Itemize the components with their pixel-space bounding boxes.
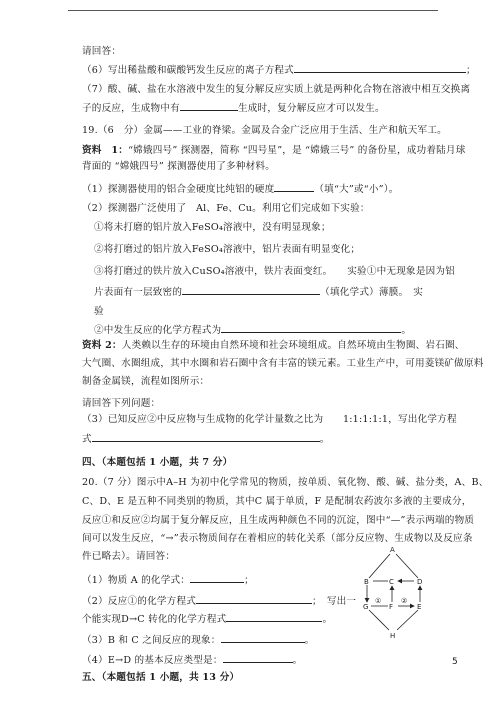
answer-blank[interactable]	[182, 285, 320, 295]
questions-prompt: 请回答下列问题：	[82, 398, 161, 409]
question-7-cont: 子的反应，生成物中有 生成时，复分解反应才可以发生。	[82, 103, 385, 114]
experiment-3-cont: 片表面有一层致密的 （填化学式）薄膜。 实	[94, 287, 424, 298]
node-f: F	[389, 603, 394, 611]
part-3: （3）B 和 C 之间反应的现象： 。	[82, 635, 315, 646]
part-4: （4）E→D 的基本反应类型是： 。	[82, 655, 303, 666]
question-7: （7）酸、碱、盐在水溶液中发生的复分解反应实质上就是两种化合物在溶液中相互交换离	[82, 84, 471, 95]
question-20-line3: 反应①和反应②均属于复分解反应，且生成两种颜色不同的沉淀，图中“—”表示两端的物质	[82, 515, 475, 526]
answer-blank[interactable]	[92, 432, 320, 442]
question-6: （6）写出稀盐酸和碳酸钙发生反应的离子方程式 ；	[82, 65, 476, 76]
reaction-2-label: ②	[401, 597, 408, 605]
question-20-line4: 间可以发生反应，“→”表示物质间存在着相应的转化关系（部分反应物、生成物以及反应条	[82, 533, 473, 544]
material-2-cont2: 制备金属镁，流程如图所示：	[82, 376, 210, 387]
material-1-cont: 背面的 “嫦娥四号” 探测器使用了多种材料。	[82, 161, 275, 172]
page-number: 5	[452, 657, 458, 667]
answer-blank[interactable]	[221, 633, 305, 643]
edge-e-h	[397, 610, 418, 630]
node-e: E	[417, 603, 422, 611]
part-2-cont: 个能实现D→C 转化的化学方程式 。	[82, 614, 333, 625]
node-g: G	[363, 603, 369, 611]
experiment-3-cont2: 验	[94, 306, 104, 317]
part-2: （2）反应①的化学方程式 ； 写出一	[82, 596, 357, 607]
edge-a-b	[369, 554, 390, 578]
experiment-3: ③将打磨过的铁片放入CuSO₄溶液中，铁片表面变红。 实验①中无现象是因为铝	[94, 266, 455, 277]
experiment-equation: ②中发生反应的化学方程式为 。	[94, 325, 412, 336]
answer-blank[interactable]	[180, 101, 238, 111]
relationship-diagram	[356, 544, 430, 640]
material-1: 资料 1：“嫦娥四号” 探测器，简称 “四号星”，是 “嫦娥三号” 的备份星，成功着陆月球	[82, 145, 466, 156]
question-20-line5: 件已略去）。请回答：	[82, 551, 176, 562]
question-20: 20.（7 分）图示中A–H 为初中化学常见的物质，按单质、氧化物、酸、碱、盐分类，A、B、	[82, 477, 489, 488]
node-h: H	[390, 632, 396, 640]
question-20-line2: C、D、E 是五种不同类别的物质，其中C 属于单质，F 是配制农药波尔多液的主要成分，	[82, 496, 472, 507]
subquestion-2: （2）探测器广泛使用了 Al、Fe、Cu。利用它们完成如下实验：	[82, 203, 370, 214]
part-1: （1）物质 A 的化学式： ；	[82, 575, 254, 586]
section-4-heading: 四、（本题包括 1 小题，共 7 分）	[82, 457, 233, 468]
answer-blank[interactable]	[226, 612, 322, 622]
node-c: C	[389, 578, 394, 586]
answer-blank[interactable]	[190, 573, 244, 583]
node-d: D	[417, 578, 423, 586]
subquestion-3: （3）已知反应②中反应物与生成物的化学计量数之比为 1:1:1:1:1，写出化学方程	[82, 414, 457, 425]
node-b: B	[364, 578, 369, 586]
answer-blank[interactable]	[223, 653, 293, 663]
reaction-1-label: ①	[375, 597, 382, 605]
subquestion-3-cont: 式 。	[82, 434, 330, 445]
answer-blank[interactable]	[274, 182, 314, 192]
answer-blank[interactable]	[294, 63, 466, 73]
question-19-heading: 19.（6 分）金属——工业的脊梁。金属及合金广泛应用于生活、生产和航天军工。	[82, 125, 447, 136]
subquestion-1: （1）探测器使用的铝合金硬度比纯铝的硬度 （填“大”或“小”）。	[82, 184, 399, 195]
answer-blank[interactable]	[221, 323, 401, 333]
edge-g-h	[369, 610, 389, 630]
experiment-2: ②将打磨过的铝片放入FeSO₄溶液中，铝片表面有明显变化；	[94, 244, 361, 255]
node-a: A	[390, 546, 395, 554]
experiment-1: ①将未打磨的铝片放入FeSO₄溶液中，没有明显现象；	[94, 222, 331, 233]
material-2: 资料 2：人类赖以生存的环境由自然环境和社会环境组成。自然环境由生物圈、岩石圈、	[82, 340, 465, 351]
material-2-cont: 大气圈、水圈组成，其中水圈和岩石圈中含有丰富的镁元素。工业生产中，可用菱镁矿做原料	[82, 358, 484, 369]
section-5-heading: 五、（本题包括 1 小题，共 13 分）	[82, 672, 240, 683]
answer-prompt: 请回答：	[82, 46, 122, 57]
header-rule	[68, 10, 438, 11]
answer-blank[interactable]	[196, 594, 312, 604]
edge-a-d	[396, 554, 418, 578]
